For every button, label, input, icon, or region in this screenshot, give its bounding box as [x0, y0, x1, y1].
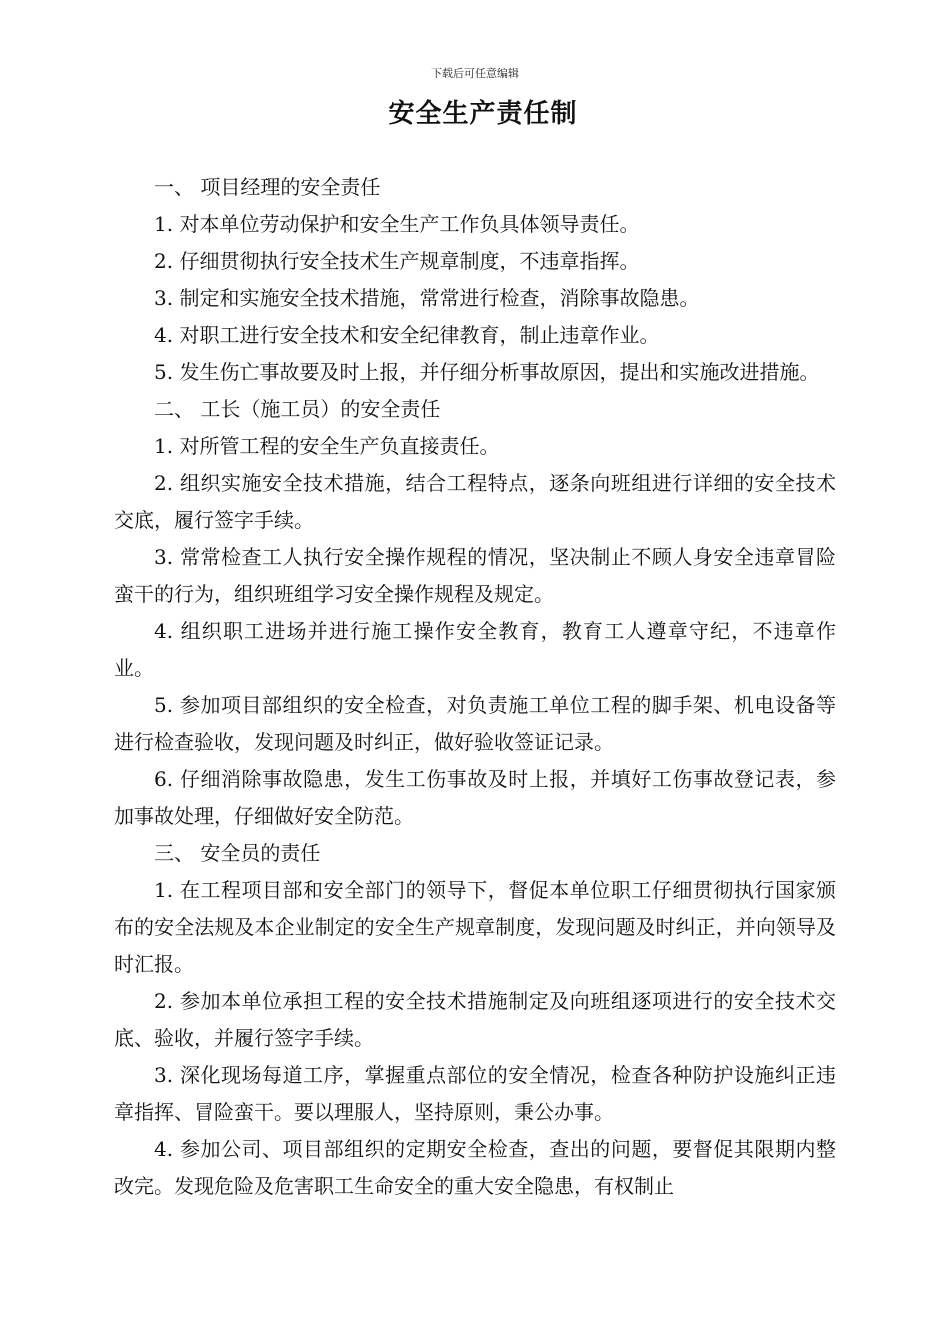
paragraph-1-2: 2. 仔细贯彻执行安全技术生产规章制度，不违章指挥。 — [154, 249, 640, 273]
paragraph-1-5: 5. 发生伤亡事故要及时上报，并仔细分析事故原因，提出和实施改进措施。 — [154, 360, 820, 384]
paragraph-3-1: 1. 在工程项目部和安全部门的领导下，督促本单位职工仔细贯彻执行国家颁布的安全法规及本企业制定的安全生产规章制度，发现问题及时纠正，并向领导及时汇报。 — [114, 878, 836, 976]
paragraph-1-3: 3. 制定和实施安全技术措施，常常进行检查，消除事故隐患。 — [154, 286, 700, 310]
paragraph-3-4: 4. 参加公司、项目部组织的定期安全检查，查出的问题，要督促其限期内整改完。发现危险及危害职工生命安全的重大安全隐患，有权制止 — [114, 1137, 836, 1198]
paragraph-2-3: 3. 常常检查工人执行安全操作规程的情况，坚决制止不顾人身安全违章冒险蛮干的行为，组织班组学习安全操作规程及规定。 — [114, 545, 836, 606]
paragraph-2-5: 5. 参加项目部组织的安全检查，对负责施工单位工程的脚手架、机电设备等进行检查验收，发现问题及时纠正，做好验收签证记录。 — [114, 693, 836, 754]
header-note: 下载后可任意编辑 — [431, 67, 519, 80]
document-body — [114, 169, 836, 1205]
paragraph-2-6: 6. 仔细消除事故隐患，发生工伤事故及时上报，并填好工伤事故登记表，参加事故处理，仔细做好安全防范。 — [114, 767, 836, 828]
paragraph-3-2: 2. 参加本单位承担工程的安全技术措施制定及向班组逐项进行的安全技术交底、验收，并履行签字手续。 — [114, 989, 836, 1050]
section-heading-3: 三、 安全员的责任 — [154, 841, 321, 865]
document-title: 安全生产责任制 — [388, 99, 578, 129]
paragraph-2-4: 4. 组织职工进场并进行施工操作安全教育，教育工人遵章守纪，不违章作业。 — [114, 619, 836, 680]
section-heading-2: 二、 工长（施工员）的安全责任 — [154, 397, 441, 421]
paragraph-3-3: 3. 深化现场每道工序，掌握重点部位的安全情况，检查各种防护设施纠正违章指挥、冒险蛮干。要以理服人，坚持原则，秉公办事。 — [114, 1063, 836, 1124]
paragraph-2-1: 1. 对所管工程的安全生产负直接责任。 — [154, 434, 500, 458]
paragraph-1-4: 4. 对职工进行安全技术和安全纪律教育，制止违章作业。 — [154, 323, 660, 347]
paragraph-1-1: 1. 对本单位劳动保护和安全生产工作负具体领导责任。 — [154, 212, 640, 236]
section-heading-1: 一、 项目经理的安全责任 — [154, 175, 381, 199]
paragraph-2-2: 2. 组织实施安全技术措施，结合工程特点，逐条向班组进行详细的安全技术交底，履行签字手续。 — [114, 471, 836, 532]
